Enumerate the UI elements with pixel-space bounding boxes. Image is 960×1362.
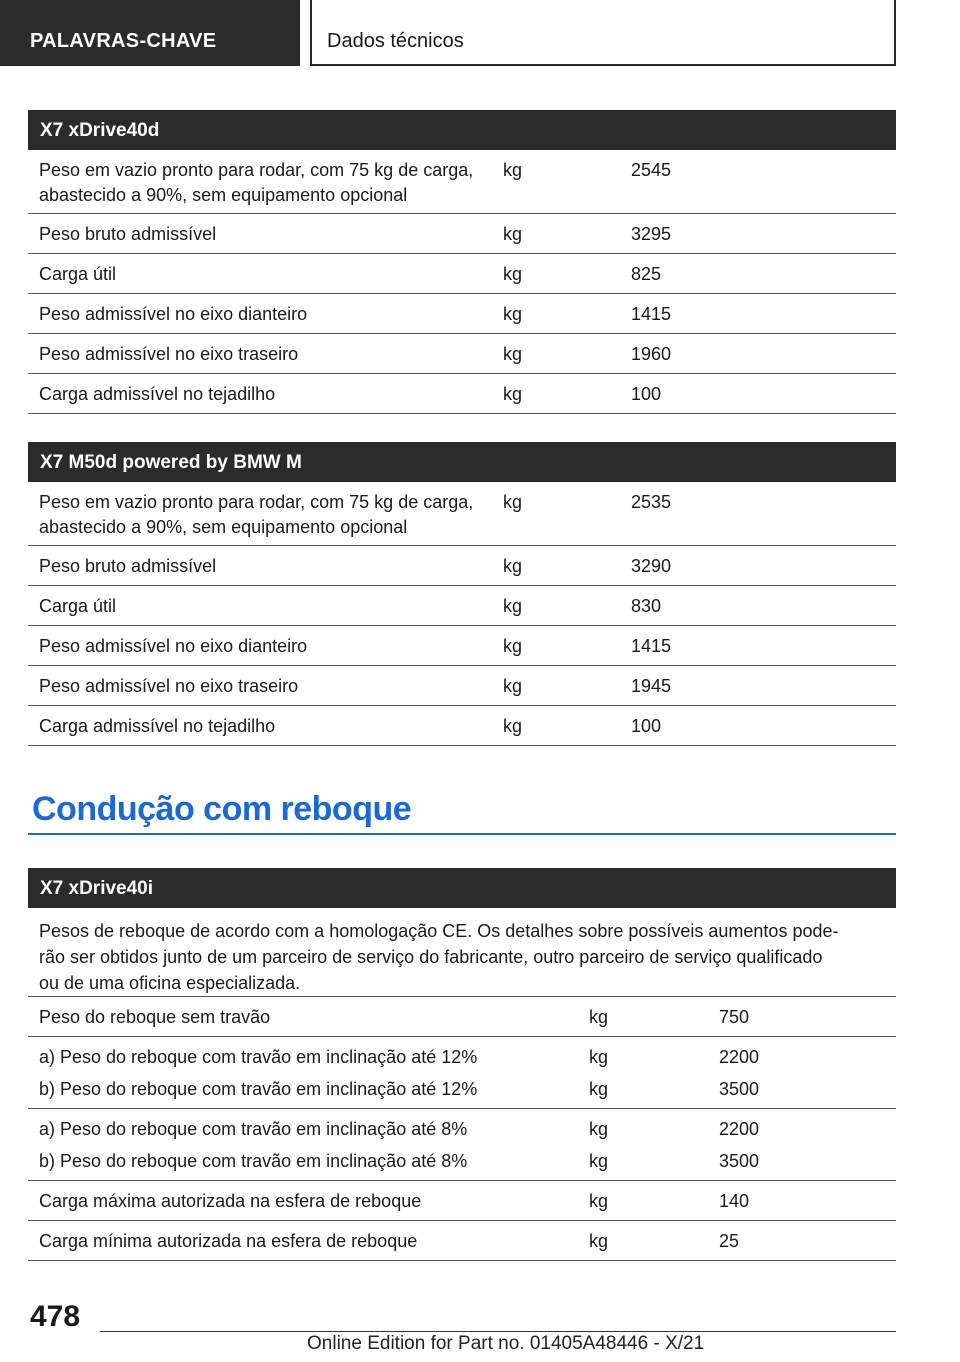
table-row: a) Peso do reboque com travão em inclinação até 12% b) Peso do reboque com travão em inclinação até 12% kg kg 2200 3500 (28, 1037, 896, 1109)
footer-divider (100, 1331, 896, 1332)
table-row: Peso admissível no eixo dianteiro kg 1415 (28, 294, 896, 334)
table-xdrive40i-towing (28, 868, 896, 1261)
footer-edition: Online Edition for Part no. 01405A48446 - X/21 (307, 1333, 705, 1354)
table-row: Peso admissível no eixo traseiro kg 1945 (28, 666, 896, 706)
table-row: Peso bruto admissível kg 3295 (28, 214, 896, 254)
table-row: Carga máxima autorizada na esfera de reboque kg 140 (28, 1181, 896, 1221)
table-row: Peso do reboque sem travão kg 750 (28, 997, 896, 1037)
table-m50d (28, 442, 896, 746)
table-xdrive40d (28, 110, 896, 414)
table-row: a) Peso do reboque com travão em inclinação até 8% b) Peso do reboque com travão em inclinação até 8% kg kg 2200 3500 (28, 1109, 896, 1181)
section-title: Condução com reboque (32, 790, 412, 828)
page-number: 478 (30, 1300, 81, 1333)
table-row: Peso em vazio pronto para rodar, com 75 kg de carga, abastecido a 90%, sem equipamento opcional kg 2545 (28, 150, 896, 214)
towing-note: Pesos de reboque de acordo com a homologação CE. Os detalhes sobre possíveis aumentos pode- rão ser obtidos junto de um parceiro de serviço do fabricante, outro parceiro de serviço qualificado ou de uma oficina especializada. (28, 908, 896, 997)
table-title: X7 xDrive40d (28, 110, 896, 150)
table-row: Peso em vazio pronto para rodar, com 75 kg de carga, abastecido a 90%, sem equipamento opcional kg 2535 (28, 482, 896, 546)
table-row: Peso bruto admissível kg 3290 (28, 546, 896, 586)
table-row: Peso admissível no eixo traseiro kg 1960 (28, 334, 896, 374)
table-row: Carga admissível no tejadilho kg 100 (28, 706, 896, 746)
section-divider (28, 833, 896, 835)
table-row: Carga mínima autorizada na esfera de reboque kg 25 (28, 1221, 896, 1261)
tab-technical-data[interactable]: Dados técnicos (310, 0, 896, 66)
table-row: Carga admissível no tejadilho kg 100 (28, 374, 896, 414)
page-header (0, 0, 960, 66)
table-title: X7 xDrive40i (28, 868, 896, 908)
table-row: Carga útil kg 830 (28, 586, 896, 626)
table-row: Peso admissível no eixo dianteiro kg 1415 (28, 626, 896, 666)
tab-keywords[interactable]: PALAVRAS-CHAVE (0, 0, 300, 66)
table-row: Carga útil kg 825 (28, 254, 896, 294)
table-title: X7 M50d powered by BMW M (28, 442, 896, 482)
